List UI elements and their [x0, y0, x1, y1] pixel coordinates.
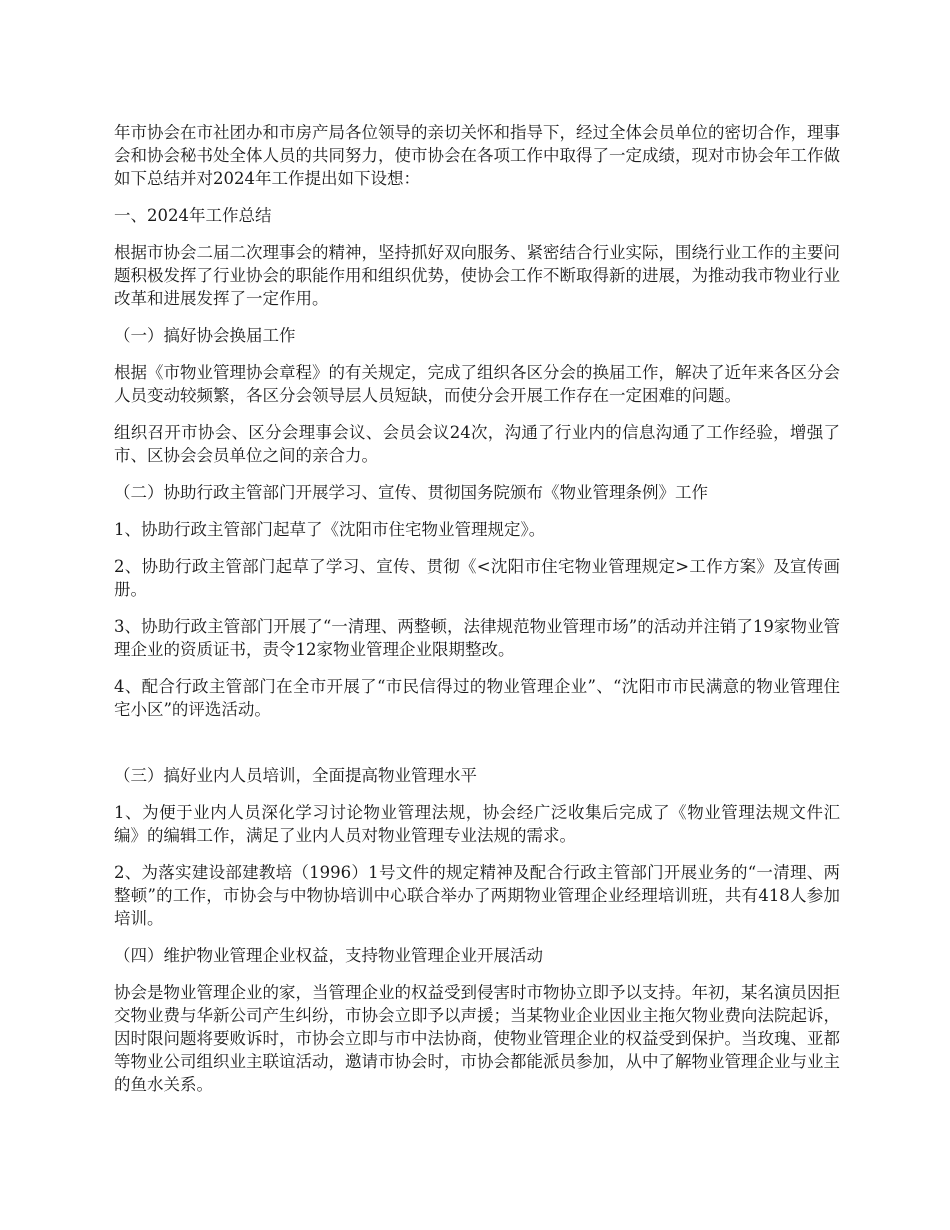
subsection-4-title: （四）维护物业管理企业权益，支持物业管理企业开展活动 [114, 946, 543, 965]
intro-paragraph: 年市协会在市社团办和市房产局各位领导的亲切关怀和指导下，经过全体会员单位的密切合作，理事会和协会秘书处全体人员的共同努力，使市协会在各项工作中取得了一定成绩，现对市协会年工作做如下总结并对2024年工作提出如下设想： [114, 123, 840, 188]
subsection-3-item-1: 1、为便于业内人员深化学习讨论物业管理法规，协会经广泛收集后完成了《物业管理法规文件汇编》的编辑工作，满足了业内人员对物业管理专业法规的需求。 [114, 803, 840, 845]
document-body [114, 121, 840, 1110]
subsection-2-item-2: 2、协助行政主管部门起草了学习、宣传、贯彻《<沈阳市住宅物业管理规定>工作方案》及宣传画册。 [114, 557, 840, 599]
subsection-3-title: （三）搞好业内人员培训，全面提高物业管理水平 [114, 766, 477, 785]
subsection-1-paragraph-1: 根据《市物业管理协会章程》的有关规定，完成了组织各区分会的换届工作，解决了近年来各区分会人员变动较频繁，各区分会领导层人员短缺，而使分会开展工作存在一定困难的问题。 [114, 363, 840, 405]
subsection-1-paragraph-2: 组织召开市协会、区分会理事会议、会员会议24次，沟通了行业内的信息沟通了工作经验，增强了市、区协会会员单位之间的亲合力。 [114, 423, 840, 465]
section-1-paragraph: 根据市协会二届二次理事会的精神，坚持抓好双向服务、紧密结合行业实际，围绕行业工作的主要问题积极发挥了行业协会的职能作用和组织优势，使协会工作不断取得新的进展，为推动我市物业行业改革和进展发挥了一定作用。 [114, 243, 840, 308]
subsection-1-title: （一）搞好协会换届工作 [114, 326, 296, 345]
section-gap [114, 735, 840, 764]
subsection-2-title: （二）协助行政主管部门开展学习、宣传、贯彻国务院颁布《物业管理条例》工作 [114, 483, 708, 502]
subsection-2-item-3: 3、协助行政主管部门开展了“一清理、两整顿，法律规范物业管理市场”的活动并注销了19家物业管理企业的资质证书，责令12家物业管理企业限期整改。 [114, 617, 840, 659]
subsection-2-item-4: 4、配合行政主管部门在全市开展了“市民信得过的物业管理企业”、“沈阳市市民满意的物业管理住宅小区”的评选活动。 [114, 677, 840, 719]
subsection-3-item-2: 2、为落实建设部建教培（1996）1号文件的规定精神及配合行政主管部门开展业务的“一清理、两整顿”的工作，市协会与中物协培训中心联合举办了两期物业管理企业经理培训班，共有418人参加培训。 [114, 863, 840, 928]
section-1-title: 一、2024年工作总结 [114, 206, 272, 225]
subsection-2-item-1: 1、协助行政主管部门起草了《沈阳市住宅物业管理规定》。 [114, 520, 546, 539]
subsection-4-paragraph: 协会是物业管理企业的家，当管理企业的权益受到侵害时市物协立即予以支持。年初，某名演员因拒交物业费与华新公司产生纠纷，市协会立即予以声援；当某物业企业因业主拖欠物业费向法院起诉，因时限问题将要败诉时，市协会立即与市中法协商，使物业管理企业的权益受到保护。当玫瑰、亚都等物业公司组织业主联谊活动，邀请市协会时，市协会都能派员参加，从中了解物业管理企业与业主的鱼水关系。 [114, 983, 840, 1094]
